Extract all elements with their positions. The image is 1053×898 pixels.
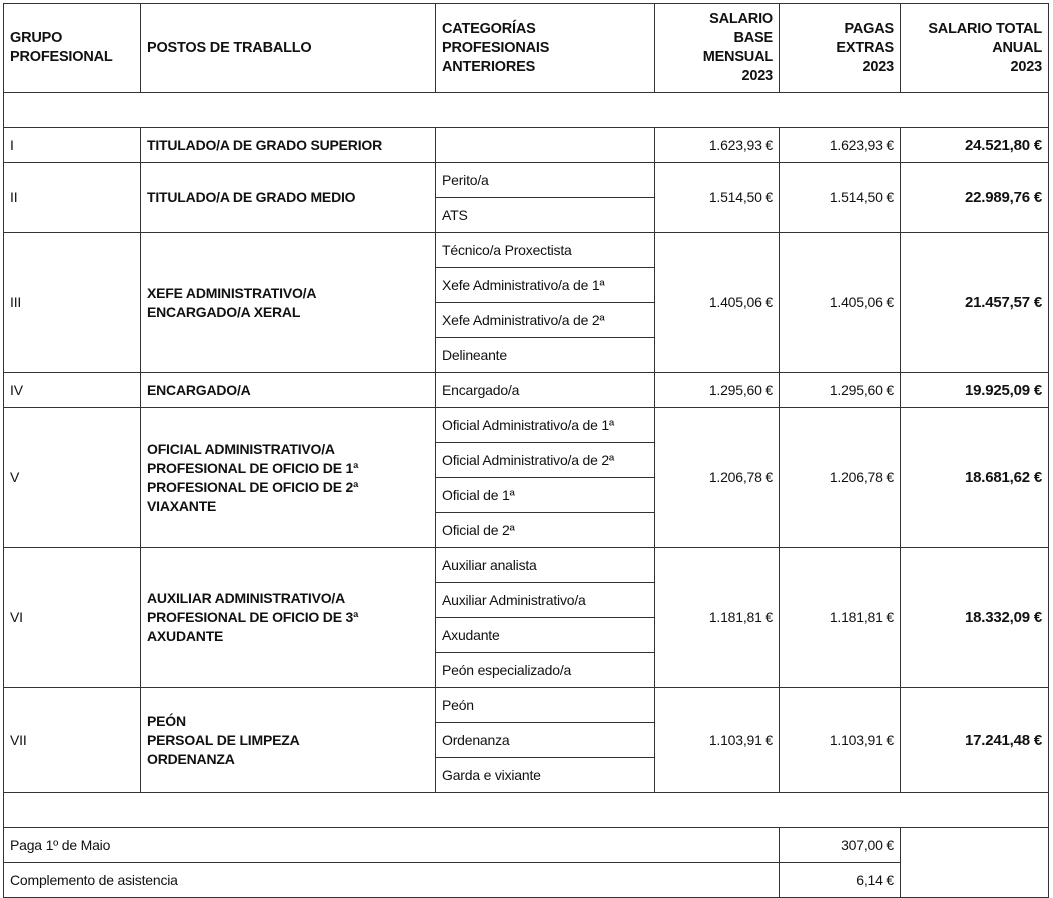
categoria-cell: Técnico/a Proxectista xyxy=(436,233,655,268)
header-categorias: CATEGORÍAS PROFESIONAIS ANTERIORES xyxy=(436,4,655,93)
grupo-cell: III xyxy=(4,233,141,373)
postos-cell: TITULADO/A DE GRADO SUPERIOR xyxy=(141,128,436,163)
extra-empty-cell xyxy=(901,828,1049,898)
grupo-cell: IV xyxy=(4,373,141,408)
categoria-cell: Auxiliar Administrativo/a xyxy=(436,583,655,618)
pagas-cell: 1.206,78 € xyxy=(780,408,901,548)
grupo-cell: V xyxy=(4,408,141,548)
pagas-cell: 1.103,91 € xyxy=(780,688,901,793)
total-cell: 18.681,62 € xyxy=(901,408,1049,548)
extra-label: Paga 1º de Maio xyxy=(4,828,780,863)
postos-cell: TITULADO/A DE GRADO MEDIO xyxy=(141,163,436,233)
categoria-cell: Axudante xyxy=(436,618,655,653)
extra-row xyxy=(4,828,1049,863)
table-row xyxy=(4,548,1049,583)
categoria-cell: Xefe Administrativo/a de 1ª xyxy=(436,268,655,303)
categoria-cell xyxy=(436,128,655,163)
postos-cell: AUXILIAR ADMINISTRATIVO/A PROFESIONAL DE OFICIO DE 3ª AXUDANTE xyxy=(141,548,436,688)
spacer-row xyxy=(4,93,1049,128)
categoria-cell: Ordenanza xyxy=(436,723,655,758)
table-row xyxy=(4,128,1049,163)
categoria-cell: Perito/a xyxy=(436,163,655,198)
pagas-cell: 1.405,06 € xyxy=(780,233,901,373)
table-row xyxy=(4,163,1049,198)
salario-base-cell: 1.405,06 € xyxy=(655,233,780,373)
categoria-cell: Oficial Administrativo/a de 2ª xyxy=(436,443,655,478)
categoria-cell: Xefe Administrativo/a de 2ª xyxy=(436,303,655,338)
total-cell: 24.521,80 € xyxy=(901,128,1049,163)
table-row xyxy=(4,688,1049,723)
pagas-cell: 1.181,81 € xyxy=(780,548,901,688)
grupo-cell: II xyxy=(4,163,141,233)
postos-cell: OFICIAL ADMINISTRATIVO/A PROFESIONAL DE OFICIO DE 1ª PROFESIONAL DE OFICIO DE 2ª VIAXANTE xyxy=(141,408,436,548)
salario-base-cell: 1.206,78 € xyxy=(655,408,780,548)
categoria-cell: Peón especializado/a xyxy=(436,653,655,688)
pagas-cell: 1.295,60 € xyxy=(780,373,901,408)
total-cell: 21.457,57 € xyxy=(901,233,1049,373)
header-row xyxy=(4,4,1049,93)
salary-table xyxy=(3,3,1049,898)
postos-cell: ENCARGADO/A xyxy=(141,373,436,408)
header-postos: POSTOS DE TRABALLO xyxy=(141,4,436,93)
total-cell: 19.925,09 € xyxy=(901,373,1049,408)
postos-cell: XEFE ADMINISTRATIVO/A ENCARGADO/A XERAL xyxy=(141,233,436,373)
extra-label: Complemento de asistencia xyxy=(4,863,780,898)
extra-value: 307,00 € xyxy=(780,828,901,863)
spacer-cell xyxy=(4,793,1049,828)
categoria-cell: Delineante xyxy=(436,338,655,373)
spacer-row xyxy=(4,793,1049,828)
table-row xyxy=(4,408,1049,443)
categoria-cell: Oficial Administrativo/a de 1ª xyxy=(436,408,655,443)
salario-base-cell: 1.514,50 € xyxy=(655,163,780,233)
categoria-cell: Oficial de 2ª xyxy=(436,513,655,548)
extra-row xyxy=(4,863,1049,898)
header-total: SALARIO TOTAL ANUAL 2023 xyxy=(901,4,1049,93)
grupo-cell: VII xyxy=(4,688,141,793)
pagas-cell: 1.514,50 € xyxy=(780,163,901,233)
total-cell: 17.241,48 € xyxy=(901,688,1049,793)
categoria-cell: ATS xyxy=(436,198,655,233)
categoria-cell: Oficial de 1ª xyxy=(436,478,655,513)
header-pagas: PAGAS EXTRAS 2023 xyxy=(780,4,901,93)
extra-value: 6,14 € xyxy=(780,863,901,898)
spacer-cell xyxy=(4,93,1049,128)
salario-base-cell: 1.295,60 € xyxy=(655,373,780,408)
categoria-cell: Peón xyxy=(436,688,655,723)
categoria-cell: Auxiliar analista xyxy=(436,548,655,583)
header-grupo: GRUPO PROFESIONAL xyxy=(4,4,141,93)
total-cell: 18.332,09 € xyxy=(901,548,1049,688)
categoria-cell: Garda e vixiante xyxy=(436,758,655,793)
table-row xyxy=(4,233,1049,268)
grupo-cell: VI xyxy=(4,548,141,688)
salario-base-cell: 1.623,93 € xyxy=(655,128,780,163)
header-salario-base: SALARIO BASE MENSUAL 2023 xyxy=(655,4,780,93)
total-cell: 22.989,76 € xyxy=(901,163,1049,233)
table-row xyxy=(4,373,1049,408)
postos-cell: PEÓN PERSOAL DE LIMPEZA ORDENANZA xyxy=(141,688,436,793)
pagas-cell: 1.623,93 € xyxy=(780,128,901,163)
salario-base-cell: 1.103,91 € xyxy=(655,688,780,793)
salario-base-cell: 1.181,81 € xyxy=(655,548,780,688)
categoria-cell: Encargado/a xyxy=(436,373,655,408)
grupo-cell: I xyxy=(4,128,141,163)
